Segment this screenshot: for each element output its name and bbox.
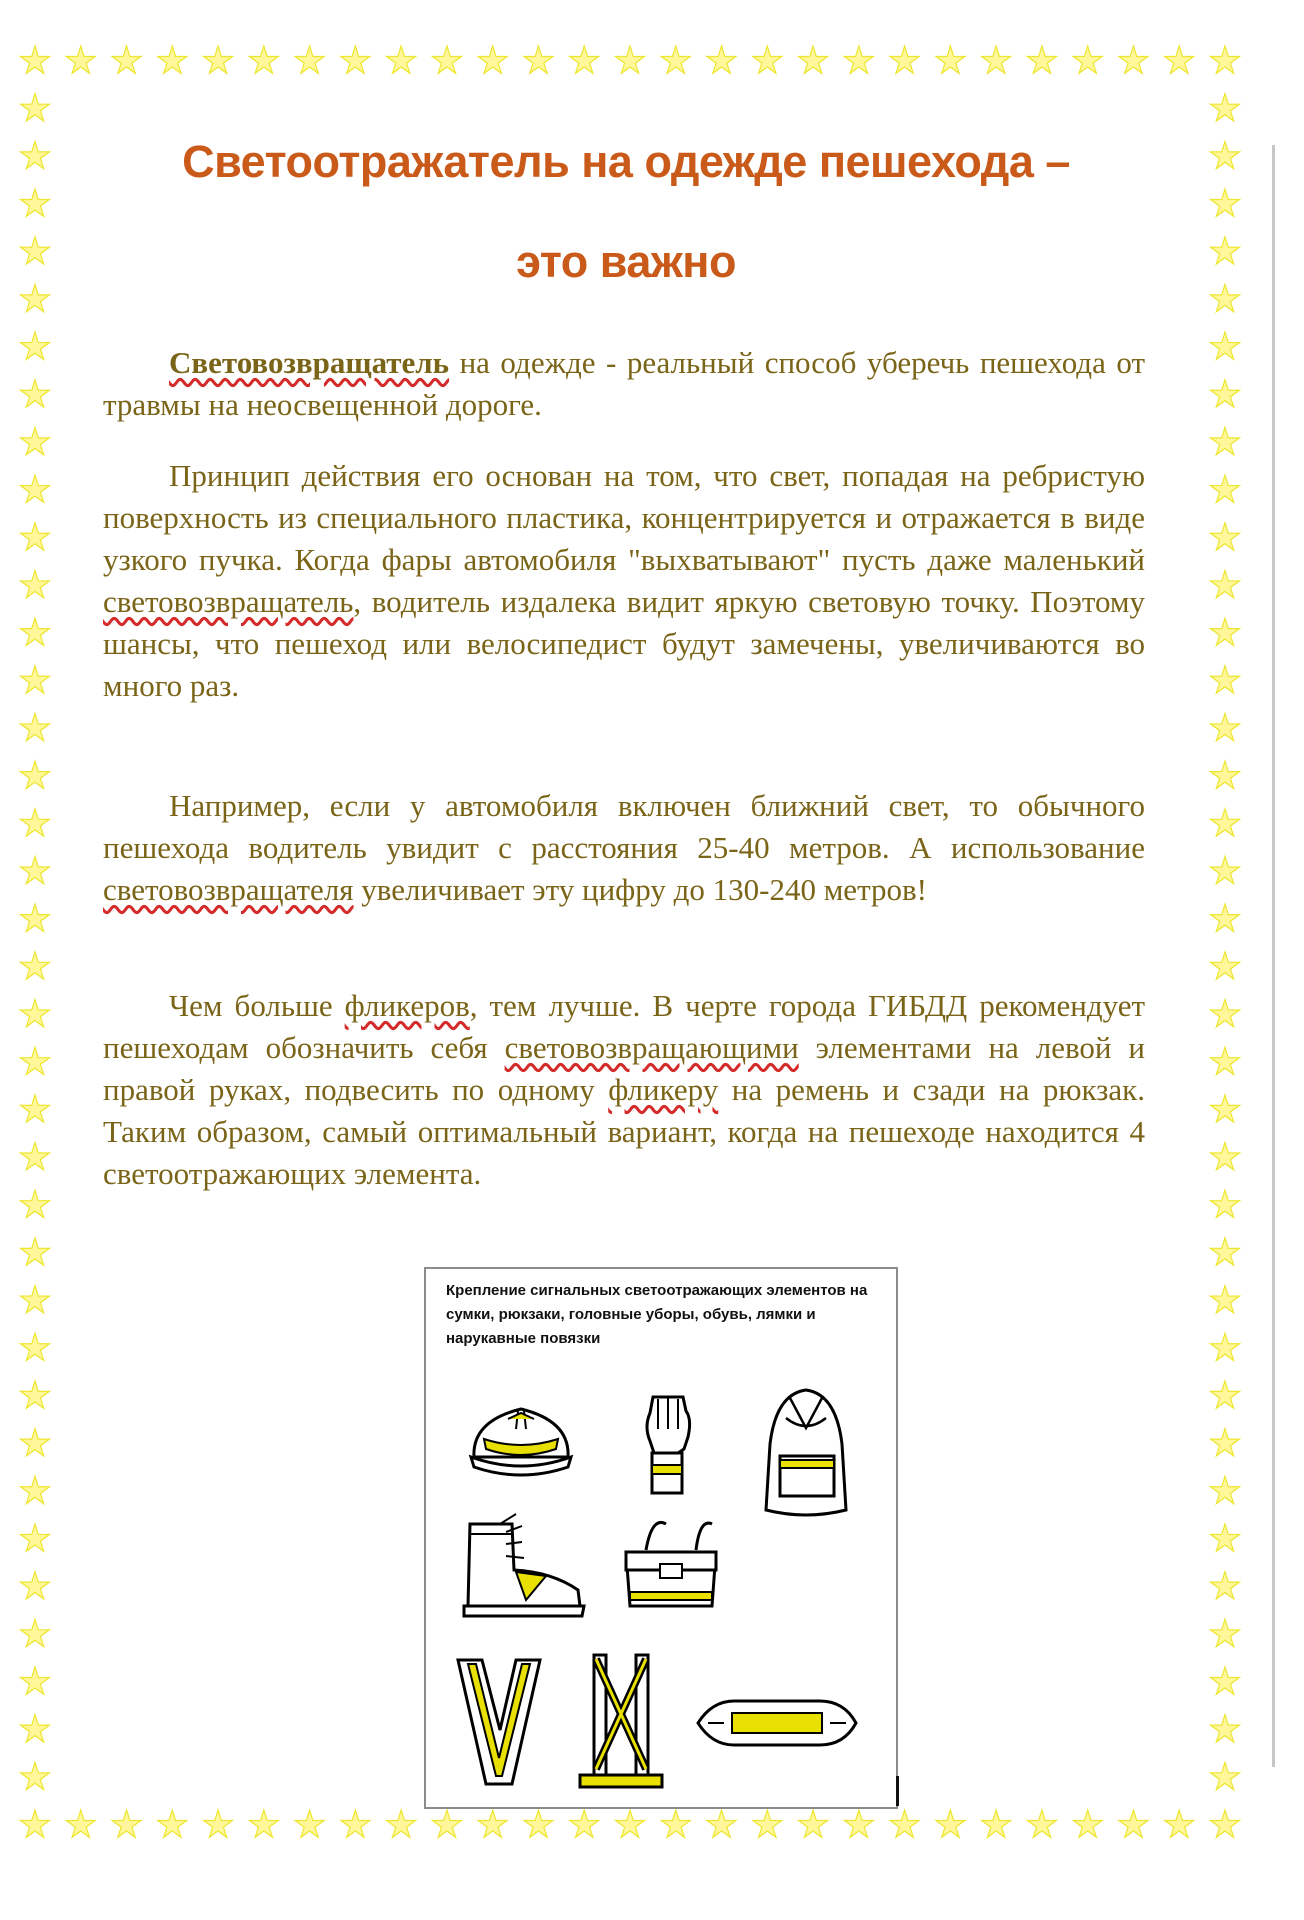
star-icon [1116,1808,1150,1842]
star-icon [338,1808,372,1842]
star-icon [18,378,52,412]
term-svetovozvrashatelya: световозвращателя [103,872,354,907]
star-icon [1208,1617,1242,1651]
star-icon [18,473,52,507]
star-icon [933,44,967,78]
star-icon [933,1808,967,1842]
star-icon [1208,44,1242,78]
star-icon [1208,568,1242,602]
star-icon [1025,1808,1059,1842]
page-edge-line [1272,145,1275,1767]
paragraph-4 [103,985,1145,1195]
star-icon [659,44,693,78]
paragraph-1-text: на одежде - реальный способ уберечь пешехода от травмы на неосвещенной дороге. [103,345,1145,422]
star-icon [888,1808,922,1842]
star-icon [1208,282,1242,316]
star-icon [1208,187,1242,221]
star-icon [1208,711,1242,745]
star-icon [18,568,52,602]
star-icon [1208,1427,1242,1461]
star-icon [705,1808,739,1842]
star-icon [18,425,52,459]
star-icon [293,1808,327,1842]
bag-icon [616,1514,726,1614]
star-icon [750,44,784,78]
star-icon [1208,1713,1242,1747]
boot-icon [456,1514,591,1624]
star-icon [110,44,144,78]
star-icon [1208,521,1242,555]
star-icon [64,44,98,78]
star-icon [1208,854,1242,888]
star-icon [1071,1808,1105,1842]
star-icon [796,1808,830,1842]
star-icon [18,1617,52,1651]
star-icon [750,1808,784,1842]
star-icon [1208,425,1242,459]
star-icon [476,1808,510,1842]
star-icon [1208,1760,1242,1794]
star-icon [1208,664,1242,698]
star-icon [1208,1522,1242,1556]
star-icon [18,950,52,984]
star-icon [18,1236,52,1270]
star-icon [1208,139,1242,173]
star-icon [384,44,418,78]
star-icon [659,1808,693,1842]
star-icon [18,1331,52,1365]
term-svetovozvrashatel: Световозвращатель [169,345,450,380]
star-icon [1208,92,1242,126]
star-icon [1208,1284,1242,1318]
star-icon [338,44,372,78]
star-icon [1208,1379,1242,1413]
reflector-illustration [424,1267,898,1809]
star-icon [18,1665,52,1699]
star-icon [796,44,830,78]
star-icon [18,1188,52,1222]
star-icon [18,521,52,555]
star-icon [18,44,52,78]
star-icon [247,44,281,78]
star-icon [18,187,52,221]
star-icon [1208,1045,1242,1079]
star-icon [567,1808,601,1842]
vest-v-icon [454,1654,544,1794]
star-icon [567,44,601,78]
suspenders-x-icon [566,1649,676,1799]
star-icon [1162,44,1196,78]
star-icon [1208,950,1242,984]
star-icon [613,1808,647,1842]
star-icon [979,1808,1013,1842]
star-icon [18,711,52,745]
paragraph-3-text-before: Например, если у автомобиля включен ближний свет, то обычного пешехода водитель увидит с расстояния 25-40 метров. А использование [103,788,1145,865]
star-icon [18,854,52,888]
star-icon [18,1570,52,1604]
star-icon [430,44,464,78]
star-icon [64,1808,98,1842]
star-icon [1208,616,1242,650]
star-icon [18,1284,52,1318]
text-cursor [896,1776,899,1806]
star-icon [1116,44,1150,78]
star-icon [18,902,52,936]
star-icon [705,44,739,78]
backpack-icon [756,1384,856,1524]
star-icon [18,807,52,841]
illustration-caption: Крепление сигнальных светоотражающих элементов на сумки, рюкзаки, головные уборы, обувь, лямки и нарукавные повязки [446,1282,868,1347]
star-icon [18,1093,52,1127]
star-icon [18,998,52,1032]
star-icon [1208,235,1242,269]
cap-icon [466,1399,576,1479]
star-icon [201,44,235,78]
star-icon [979,44,1013,78]
star-icon [1208,1236,1242,1270]
star-icon [18,1427,52,1461]
paragraph-4-text-d: на ремень и сзади на рюкзак. Таким образом, самый оптимальный вариант, когда на пешеходе находится 4 светоотражающих элемента. [103,1072,1145,1191]
star-icon [1208,1188,1242,1222]
star-icon [18,616,52,650]
star-icon [521,44,555,78]
paragraph-1 [103,342,1145,426]
star-icon [1208,1570,1242,1604]
star-icon [18,1522,52,1556]
star-icon [1208,998,1242,1032]
paragraph-2-text-before: Принцип действия его основан на том, что свет, попадая на ребристую поверхность из специального пластика, концентрируется и отражается в виде узкого пучка. Когда фары автомобиля "выхватывают" пусть даже маленький [103,458,1145,577]
star-icon [110,1808,144,1842]
star-icon [155,44,189,78]
star-icon [18,1808,52,1842]
star-icon [888,44,922,78]
star-icon [1208,807,1242,841]
star-icon [18,330,52,364]
star-icon [1208,759,1242,793]
star-icon [1208,902,1242,936]
star-icon [201,1808,235,1842]
star-icon [613,44,647,78]
star-icon [1208,330,1242,364]
star-icon [18,235,52,269]
star-icon [18,759,52,793]
star-icon [1162,1808,1196,1842]
star-icon [1071,44,1105,78]
star-icon [18,1141,52,1175]
star-icon [1208,1093,1242,1127]
paragraph-3-text-after: увеличивает эту цифру до 130-240 метров! [353,872,927,907]
star-icon [1208,378,1242,412]
term-flikeru: фликеру [608,1072,719,1107]
page-title-line2: это важно [516,236,736,287]
star-icon [1208,1331,1242,1365]
star-icon [1208,1474,1242,1508]
star-icon [18,1760,52,1794]
star-icon [18,92,52,126]
star-icon [1208,473,1242,507]
star-icon [18,1474,52,1508]
star-icon [1208,1141,1242,1175]
star-icon [842,1808,876,1842]
star-icon [293,44,327,78]
glove-icon [638,1389,698,1499]
star-icon [247,1808,281,1842]
star-icon [1208,1808,1242,1842]
star-icon [155,1808,189,1842]
star-icon [842,44,876,78]
armband-icon [692,1689,862,1759]
page-title-line1: Светоотражатель на одежде пешехода – [182,136,1070,187]
star-icon [1025,44,1059,78]
star-icon [18,282,52,316]
star-icon [18,139,52,173]
paragraph-4-text-a: Чем больше [169,988,345,1023]
paragraph-4-text-c: элементами на левой и правой руках, подвесить по одному [103,1030,1146,1107]
star-icon [1208,1665,1242,1699]
star-icon [521,1808,555,1842]
term-svetovozvrashayushimi: световозвращающими [504,1030,799,1065]
star-icon [18,664,52,698]
star-icon [430,1808,464,1842]
star-icon [384,1808,418,1842]
paragraph-2 [103,455,1145,707]
star-icon [18,1379,52,1413]
star-icon [476,44,510,78]
paragraph-4-text-b: , тем лучше. В черте города ГИБДД рекомендует пешеходам обозначить себя [103,988,1146,1065]
star-icon [18,1045,52,1079]
term-svetovozvrashatel-2: световозвращатель [103,584,354,619]
star-icon [18,1713,52,1747]
paragraph-3 [103,785,1145,911]
term-flikerov: фликеров [344,988,470,1023]
paragraph-2-text-after: , водитель издалека видит яркую световую точку. Поэтому шансы, что пешеход или велосипедист будут замечены, увеличиваются во много раз. [103,584,1145,703]
